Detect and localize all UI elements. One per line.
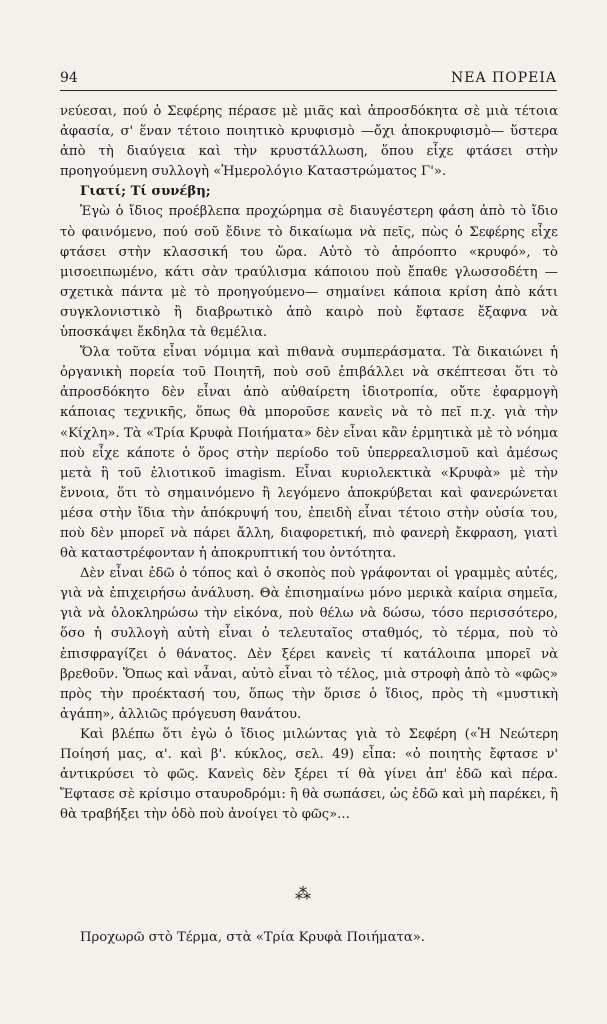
body-text — [60, 102, 558, 825]
running-header — [60, 68, 557, 91]
paragraph: νεύεσαι, πού ὁ Σεφέρης πέρασε μὲ μιᾶς καὶ ἀπροσδόκητα σὲ μιὰ τέτοια ἀφασία, σ' ἕναν τέτοιο ποιητικὸ κρυφισμὸ —ὄχι ἀποκρυφισμὸ— ὕστερα ἀπὸ τὴ διαύγεια καὶ τὴν κρυστάλλωση, ὅπου εἶχε φτάσει στὴν προηγούμενη συλλογὴ «Ἡμερολόγιο Καταστρώματος Γ'». — [60, 104, 558, 180]
closing-line: Προχωρῶ στὸ Τέρμα, στὰ «Τρία Κρυφὰ Ποιήματα». — [80, 930, 425, 945]
paragraph: Καὶ βλέπω ὅτι ἐγὼ ὁ ἴδιος μιλώντας γιὰ τὸ Σεφέρη («Ἡ Νεώτερη Ποίησή μας, α'. καὶ β'. κύκλος, σελ. 49) εἶπα: «ὁ ποιητὴς ἔφτασε ν' ἀντικρύσει τὸ φῶς. Κανεὶς δὲν ξέρει τί θὰ γίνει ἀπ' ἐδῶ καὶ πέρα. Ἔφτασε σὲ κρίσιμο σταυροδρόμι: ἢ θὰ σωπάσει, ὡς ἐδῶ καὶ μὴ παρέκει, ἢ θὰ τραβήξει τὴν ὁδὸ ποὺ ἀνοίγει τὸ φῶς»... — [60, 726, 558, 823]
section-ornament: ⁂ — [295, 884, 312, 903]
page-number: 94 — [60, 70, 78, 86]
paragraph: Ὅλα τοῦτα εἶναι νόμιμα καὶ πιθανὰ συμπεράσματα. Τὰ δικαιώνει ἡ ὀργανικὴ πορεία τοῦ Ποιητῆ, ποὺ σοῦ ἐπιβάλλει νὰ σκέπτεσαι ὅτι τὸ ἀπροσδόκητο δὲν εἶναι ἀπὸ αὐθαίρετη ἰδιοτροπία, οὔτε ἐφαρμογὴ κάποιας τεχνικῆς, ὅπως θὰ μποροῦσε κανεὶς νὰ τὸ πεῖ π.χ. γιὰ τὴν «Κίχλη». Τὰ «Τρία Κρυφὰ Ποιήματα» δὲν εἶναι κἂν ἑρμητικὰ μὲ τὸ νόημα ποὺ εἶχε κάποτε ὁ ὅρος στὴν περίοδο τοῦ ὑπερρεαλισμοῦ καὶ ἀμέσως μετὰ ἢ τοῦ ἐλιοτικοῦ imagism. Εἶναι κυριολεκτικὰ «Κρυφὰ» μὲ τὴν ἔννοια, ὅτι τὸ σημαινόμενο ἢ λεγόμενο ἀποκρύβεται καὶ φανερώνεται μέσα στὴν ἴδια τὴν ἀπόκρυψή του, ἐπειδὴ εἶναι τέτοιο στὴν οὐσία του, ποὺ δὲν μπορεῖ νὰ πάρει ἄλλη, διαφορετική, πιὸ φανερὴ ἔκφραση, γιατὶ θὰ καταστρέφονταν ἡ ἀποκρυπτική του ὀντότητα. — [60, 345, 558, 562]
paragraph-question: Γιατί; Τί συνέβη; — [80, 184, 211, 200]
journal-title: ΝΕΑ ΠΟΡΕΙΑ — [451, 70, 557, 86]
paragraph: Ἐγὼ ὁ ἴδιος προέβλεπα προχώρημα σὲ διαυγέστερη φάση ἀπὸ τὸ ἴδιο τὸ φαινόμενο, πού σοῦ ἔδινε τὸ δικαίωμα νὰ πεῖς, πὼς ὁ Σεφέρης εἶχε φτάσει στὴν κλασσική του ὥρα. Αὐτὸ τὸ ἀπρόοπτο «κρυφό», τὸ μισοειπωμένο, κάτι σὰν τραύλισμα κάποιου ποὺ ἔπαθε γλωσσοδέτη —σχετικὰ πάντα μὲ τὸ προηγούμενο— σημαίνει κάποια κρίση ἀπὸ κάτι συγκλονιστικὸ ἢ διαβρωτικὸ ἀπὸ καιρὸ ποὺ ἔφτασε ἔξαφνα νὰ ὑποσκάψει ἔκδηλα τὰ θεμέλια. — [60, 204, 558, 341]
paragraph: Δὲν εἶναι ἐδῶ ὁ τόπος καὶ ὁ σκοπὸς ποὺ γράφονται οἱ γραμμὲς αὐτές, γιὰ νὰ ἐπιχειρήσω ἀνάλυση. Θὰ ἐπισημαίνω μόνο μερικὰ καίρια σημεῖα, γιὰ νὰ ὁλοκληρώσω τὴν εἰκόνα, ποὺ θέλω νὰ δώσω, τόσο περισσότερο, ὅσο ἡ συλλογὴ αὐτὴ εἶναι ὁ τελευταῖος σταθμός, τὸ τέρμα, ποὺ τὸ ἐπισφραγίζει ὁ θάνατος. Δὲν ξέρει κανεὶς τί κατάλοιπα μπορεῖ νὰ βρεθοῦν. Ὅπως καὶ νἆναι, αὐτὸ εἶναι τὸ τέλος, μιὰ στροφὴ ἀπὸ τὸ «φῶς» πρὸς τὴν προέκτασή του, ὅπως τὴν ὅρισε ὁ ἴδιος, πρὸς τὴ «μυστικὴ ἀγάπη», ἀλλιῶς πρόγευση θανάτου. — [60, 566, 558, 722]
